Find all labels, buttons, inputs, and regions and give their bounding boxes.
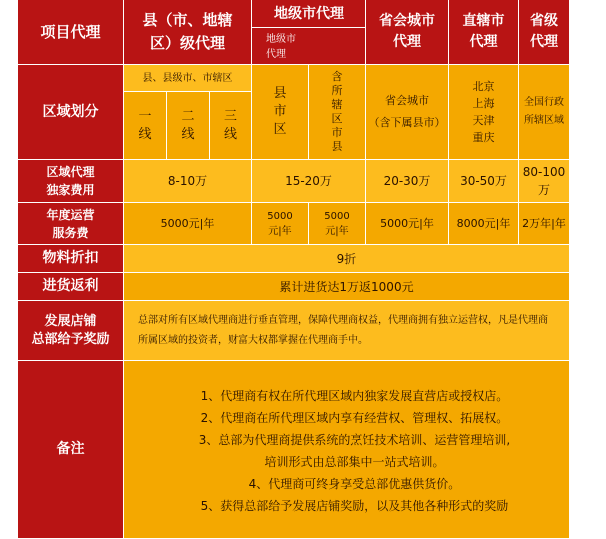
remarks-label: 备注	[18, 361, 124, 539]
service-municipality: 8000元|年	[449, 203, 519, 245]
header-item: 项目代理	[18, 0, 124, 65]
remark-item: 2、代理商在所代理区域内享有经营权、管理权、拓展权。	[200, 411, 509, 425]
region-pref-city: 县 市 区	[252, 65, 309, 160]
remark-item: 1、代理商有权在所代理区域内独家发展直营店或授权店。	[200, 389, 509, 403]
region-tier-2: 二 线	[167, 92, 210, 160]
region-provincial: 省会城市 （含下属县市）	[366, 65, 449, 160]
region-pref-incl: 含 所 辖 区 市 县	[309, 65, 366, 160]
region-tier-3: 三 线	[210, 92, 252, 160]
fee-label: 区域代理 独家费用	[18, 160, 124, 203]
header-prefecture-cell	[252, 0, 366, 65]
region-province: 全国行政 所辖区域	[519, 65, 570, 160]
reward-text: 总部对所有区域代理商进行垂直管理，保障代理商权益，代理商拥有独立运营权，凡是代理商所属区域的投资者，财富大权都掌握在代理商手中。	[124, 301, 570, 361]
region-label: 区域划分	[18, 65, 124, 160]
service-provincial: 5000元|年	[366, 203, 449, 245]
region-county-top: 县、县级市、市辖区	[124, 65, 252, 92]
discount-label: 物料折扣	[18, 245, 124, 273]
header-divider	[252, 27, 366, 28]
header-county: 县（市、地辖区）级代理	[124, 0, 252, 65]
fee-municipality: 30-50万	[449, 160, 519, 203]
remark-item: 4、代理商可终身享受总部优惠供货价。	[248, 477, 461, 491]
remark-item: 3、总部为代理商提供系统的烹饪技术培训、运营管理培训,	[198, 433, 511, 447]
discount-value: 9折	[124, 245, 570, 273]
rebate-value: 累计进货达1万返1000元	[124, 273, 570, 301]
reward-label: 发展店铺 总部给予奖励	[18, 301, 124, 361]
remarks-list	[124, 361, 570, 539]
header-prefecture: 地级市代理	[274, 6, 344, 22]
region-municipality: 北京 上海 天津 重庆	[449, 65, 519, 160]
agency-fee-table	[18, 0, 570, 539]
header-province: 省级代理	[519, 0, 570, 65]
header-provincial-city: 省会城市代理	[366, 0, 449, 65]
fee-province: 80-100万	[519, 160, 570, 203]
header-prefecture-sub: 地级市 代理	[266, 34, 296, 60]
rebate-label: 进货返利	[18, 273, 124, 301]
service-pref-a: 5000 元|年	[252, 203, 309, 245]
fee-prefecture: 15-20万	[252, 160, 366, 203]
fee-county: 8-10万	[124, 160, 252, 203]
service-label: 年度运营 服务费	[18, 203, 124, 245]
region-tier-1: 一 线	[124, 92, 167, 160]
remark-item: 5、获得总部给予发展店铺奖励，以及其他各种形式的奖励	[200, 499, 509, 513]
header-municipality: 直辖市代理	[449, 0, 519, 65]
remark-item: 培训形式由总部集中一站式培训。	[264, 455, 445, 469]
service-county: 5000元|年	[124, 203, 252, 245]
service-pref-b: 5000 元|年	[309, 203, 366, 245]
service-province: 2万年|年	[519, 203, 570, 245]
fee-provincial: 20-30万	[366, 160, 449, 203]
